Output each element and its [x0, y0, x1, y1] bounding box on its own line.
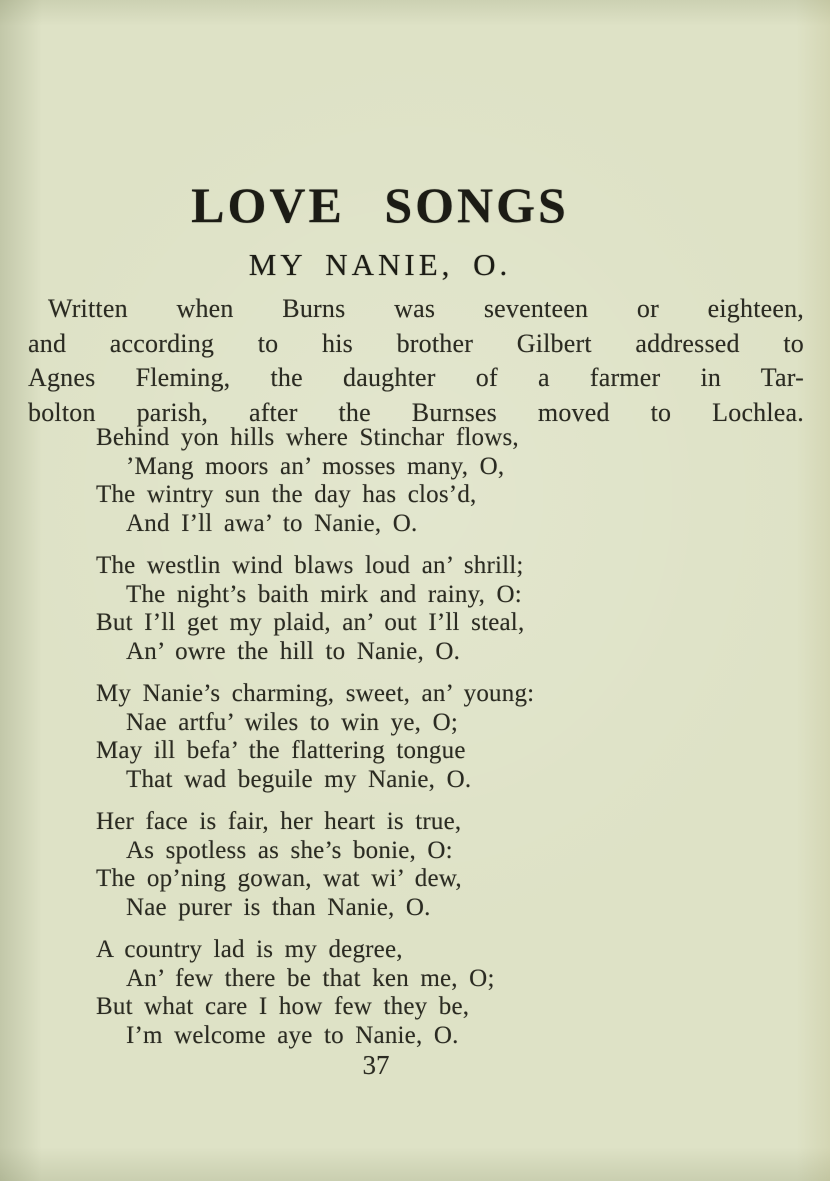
poem-line: An’ owre the hill to Nanie, O. [126, 637, 461, 665]
poem-line: Behind yon hills where Stinchar flows, [96, 424, 519, 451]
poem-line: The wintry sun the day has clos’d, [96, 481, 477, 508]
introduction-line: and according to his brother Gilbert addressed to [28, 328, 804, 358]
poem-line: I’m welcome aye to Nanie, O. [126, 1021, 459, 1049]
poem-line: But I’ll get my plaid, an’ out I’ll steal, [96, 609, 525, 636]
poem-line: Nae artfu’ wiles to win ye, O; [126, 708, 458, 736]
stanza [96, 936, 736, 1050]
poem-line: Nae purer is than Nanie, O. [126, 893, 431, 921]
poem-line: A country lad is my degree, [96, 936, 403, 963]
introduction-line: bolton parish, after the Burnses moved to Lochlea. [28, 397, 804, 427]
poem-line: The op’ning gowan, wat wi’ dew, [96, 865, 462, 892]
poem [96, 424, 736, 1064]
stanza [96, 680, 736, 794]
poem-line: That wad beguile my Nanie, O. [126, 765, 472, 793]
poem-line: The westlin wind blaws loud an’ shrill; [96, 552, 524, 579]
poem-line: ’Mang moors an’ mosses many, O, [126, 452, 505, 480]
poem-line: An’ few there be that ken me, O; [126, 964, 495, 992]
poem-line: Her face is fair, her heart is true, [96, 808, 462, 835]
poem-line: But what care I how few they be, [96, 993, 470, 1020]
introduction-line: Written when Burns was seventeen or eighteen, [48, 294, 804, 323]
poem-line: As spotless as she’s bonie, O: [126, 836, 453, 864]
poem-line: My Nanie’s charming, sweet, an’ young: [96, 680, 535, 707]
stanza [96, 808, 736, 922]
stanza [96, 552, 736, 666]
introduction [28, 292, 804, 430]
page-number: 37 [362, 1050, 390, 1080]
section-title: LOVE SONGS [191, 177, 569, 233]
introduction-line: Agnes Fleming, the daughter of a farmer in Tar- [28, 363, 804, 392]
poem-line: May ill befa’ the flattering tongue [96, 737, 466, 764]
poem-line: And I’ll awa’ to Nanie, O. [126, 509, 418, 537]
poem-line: The night’s baith mirk and rainy, O: [126, 580, 522, 608]
stanza [96, 424, 736, 538]
poem-title: MY NANIE, O. [248, 247, 512, 282]
